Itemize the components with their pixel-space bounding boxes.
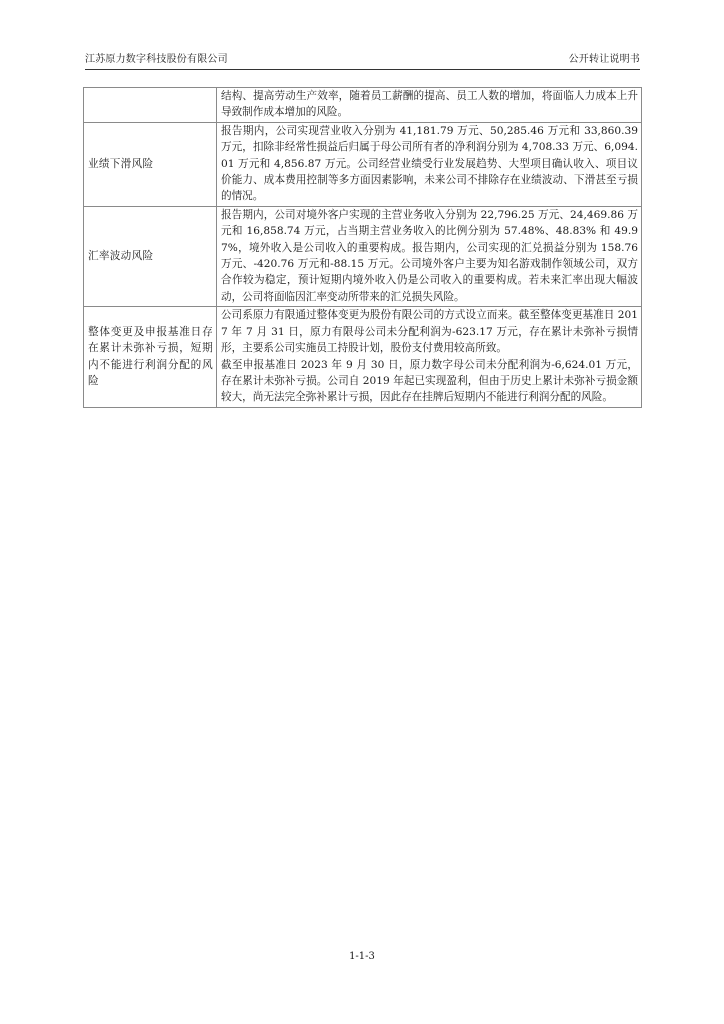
risk-description-cell <box>217 122 642 206</box>
table-row <box>84 122 642 206</box>
risk-name-cell <box>84 88 217 123</box>
risk-description-cell <box>217 88 642 123</box>
page-number: 1-1-3 <box>349 951 375 962</box>
risk-description-paragraph: 公司系原力有限通过整体变更为股份有限公司的方式设立而来。截至整体变更基准日 2017 年 7 月 31 日，原力有限母公司未分配利润为-623.17 万元，存在累计未弥补亏损情形，主要系公司实施员工持股计划，股份支付费用较高所致。 <box>221 309 638 355</box>
risk-name-cell: 业绩下滑风险 <box>84 122 217 206</box>
risk-description-paragraph: 截至申报基准日 2023 年 9 月 30 日，原力数字母公司未分配利润为-6,624.01 万元，存在累计未弥补亏损。公司自 2019 年起已实现盈利，但由于历史上累计未弥补亏损金额较大，尚无法完全弥补累计亏损，因此存在挂牌后短期内不能进行利润分配的风险。 <box>221 358 638 404</box>
table-row <box>84 307 642 407</box>
header-divider <box>85 69 640 70</box>
header-company-name: 江苏原力数字科技股份有限公司 <box>85 54 228 65</box>
risk-factor-table <box>83 87 642 408</box>
page-header <box>85 52 640 68</box>
table-row <box>84 206 642 306</box>
header-document-title: 公开转让说明书 <box>568 54 640 65</box>
table-row <box>84 88 642 123</box>
risk-description: 报告期内，公司对境外客户实现的主营业务收入分别为 22,796.25 万元、24,469.86 万元和 16,858.74 万元，占当期主营业务收入的比例分别为 57.48%、48.83% 和 49.97%，境外收入是公司收入的重要构成。报告期内，公司实现的汇兑损益分别为 158.76 万元、-420.76 万元和-88.15 万元。公司境外客户主要为知名游戏制作领域公司，双方合作较为稳定，预计短期内境外收入仍是公司收入的重要构成。若未来汇率出现大幅波动，公司将面临因汇率变动所带来的汇兑损失风险。 <box>221 208 638 303</box>
risk-name-cell: 汇率波动风险 <box>84 206 217 306</box>
risk-description-cell <box>217 307 642 407</box>
risk-description: 结构、提高劳动生产效率，随着员工薪酬的提高、员工人数的增加，将面临人力成本上升导致制作成本增加的风险。 <box>221 90 638 119</box>
risk-name-cell: 整体变更及申报基准日存在累计未弥补亏损，短期内不能进行利润分配的风险 <box>84 307 217 407</box>
risk-description: 报告期内，公司实现营业收入分别为 41,181.79 万元、50,285.46 万元和 33,860.39 万元，扣除非经常性损益后归属于母公司所有者的净利润分别为 4,708.33 万元、6,094.01 万元和 4,856.87 万元。公司经营业绩受行业发展趋势、大型项目确认收入、项目议价能力、成本费用控制等多方面因素影响，未来公司不排除存在业绩波动、下滑甚至亏损的情况。 <box>221 124 638 203</box>
risk-description-cell <box>217 206 642 306</box>
